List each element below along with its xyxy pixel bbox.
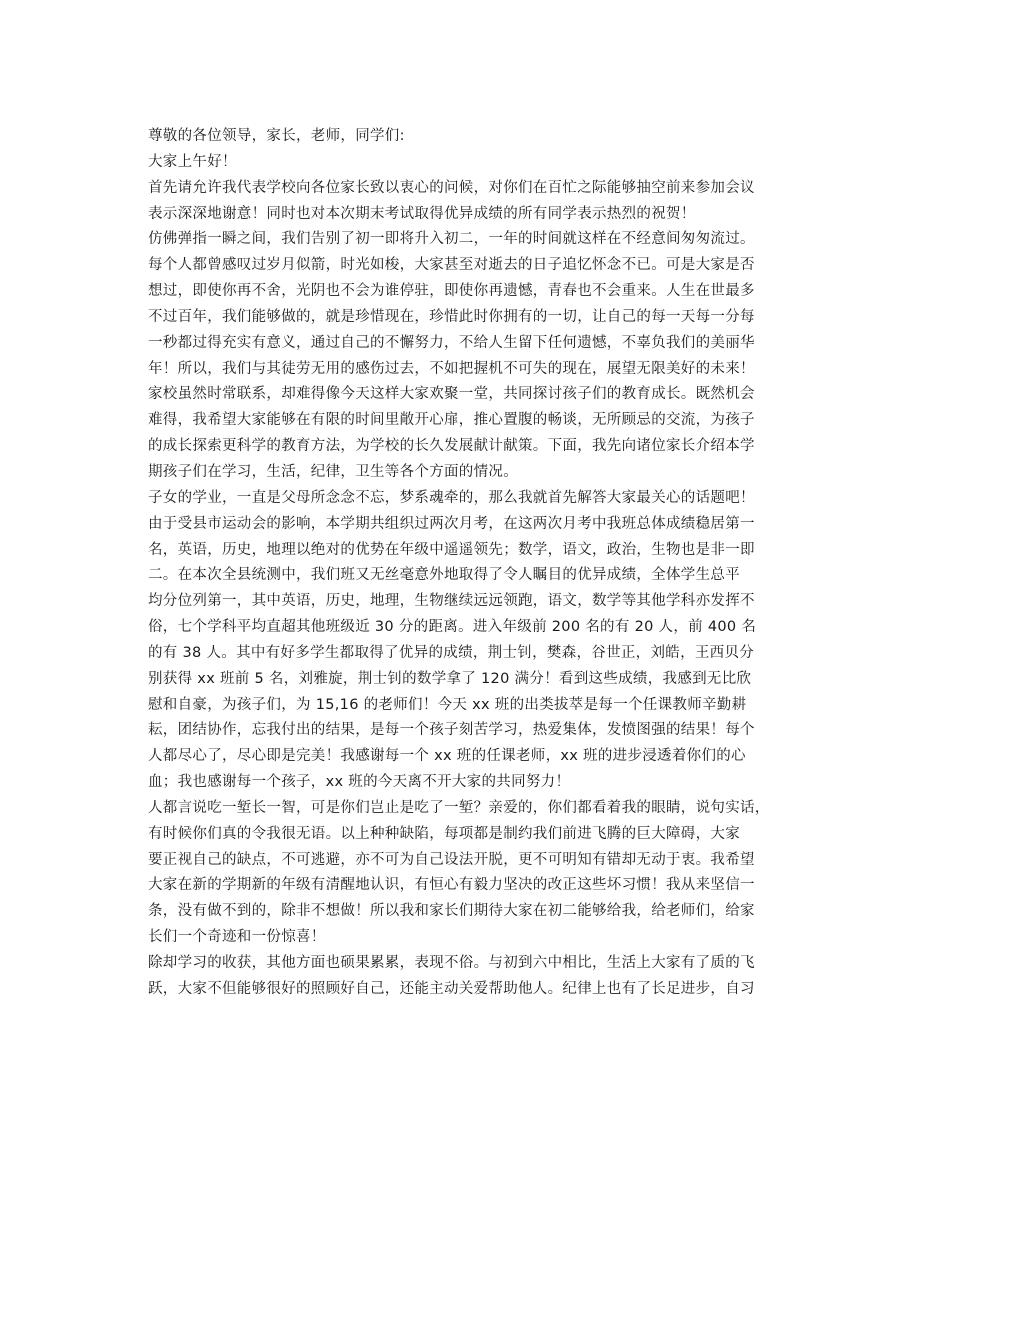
- text-line: 名，英语，历史，地理以绝对的优势在年级中遥遥领先；数学，语文，政治，生物也是非一即: [148, 541, 755, 558]
- text-line: 耘，团结协作，忘我付出的结果，是每一个孩子刻苦学习，热爱集体，发愤图强的结果！每个: [148, 722, 755, 739]
- text-line: 的有 38 人。其中有好多学生都取得了优异的成绩，荆士钊，樊森，谷世正，刘皓，王西贝分: [148, 644, 755, 661]
- text-line: 人都尽心了，尽心即是完美！我感谢每一个 xx 班的任课老师，xx 班的进步浸透着你们的心: [148, 748, 746, 765]
- text-line: 跃，大家不但能够很好的照顾好自己，还能主动关爱帮助他人。纪律上也有了长足进步，自习: [148, 980, 755, 997]
- text-line: 每个人都曾感叹过岁月似箭，时光如梭，大家甚至对逝去的日子追忆怀念不已。可是大家是否: [148, 257, 755, 274]
- text-line: 除却学习的收获，其他方面也硕果累累，表现不俗。与初到六中相比，生活上大家有了质的飞: [148, 955, 755, 971]
- speech-text: [148, 124, 808, 1003]
- text-line: 慰和自豪，为孩子们，为 15,16 的老师们！今天 xx 班的出类拔萃是每一个任课教师辛勤耕: [148, 696, 747, 713]
- text-line: 首先请允许我代表学校向各位家长致以衷心的问候，对你们在百忙之际能够抽空前来参加会议: [148, 179, 755, 196]
- text-line: 由于受县市运动会的影响，本学期共组织过两次月考，在这两次月考中我班总体成绩稳居第一: [148, 515, 755, 532]
- text-line: 尊敬的各位领导，家长，老师，同学们:: [148, 128, 405, 144]
- text-line: 血；我也感谢每一个孩子，xx 班的今天离不开大家的共同努力！: [148, 774, 571, 791]
- text-line: 俗，七个学科平均直超其他班级近 30 分的距离。进入年级前 200 名的有 20 人，前 400 名: [148, 619, 757, 636]
- text-line: 一秒都过得充实有意义，通过自己的不懈努力，不给人生留下任何遗憾，不辜负我们的美丽华: [148, 334, 755, 351]
- text-line: 条，没有做不到的，除非不想做！所以我和家长们期待大家在初二能够给我，给老师们，给家: [148, 903, 755, 920]
- text-line: 想过，即使你再不舍，光阴也不会为谁停驻，即使你再遗憾，青春也不会重来。人生在世最多: [148, 283, 755, 300]
- text-line: 子女的学业，一直是父母所念念不忘，梦系魂牵的，那么我就首先解答大家最关心的话题吧！: [148, 489, 755, 506]
- text-line: 要正视自己的缺点，不可逃避，亦不可为自己设法开脱，更不可明知有错却无动于衷。我希望: [148, 851, 755, 868]
- text-line: 不过百年，我们能够做的，就是珍惜现在，珍惜此时你拥有的一切，让自己的每一天每一分每: [148, 308, 755, 325]
- text-line: 长们一个奇迹和一份惊喜！: [148, 929, 326, 946]
- text-line: 表示深深地谢意！同时也对本次期末考试取得优异成绩的所有同学表示热烈的祝贺！: [148, 205, 696, 222]
- text-line: 期孩子们在学习，生活，纪律，卫生等各个方面的情况。: [148, 463, 518, 480]
- text-line: 别获得 xx 班前 5 名，刘雅旋，荆士钊的数学拿了 120 满分！看到这些成绩，我感到无比欣: [148, 670, 752, 687]
- text-line: 大家在新的学期新的年级有清醒地认识，有恒心有毅力坚决的改正这些坏习惯！我从来坚信一: [148, 877, 755, 894]
- text-line: 均分位列第一，其中英语，历史，地理，生物继续远远领跑，语文，数学等其他学科亦发挥不: [148, 593, 755, 610]
- text-line: 人都言说吃一堑长一智，可是你们岂止是吃了一堑？亲爱的，你们都看着我的眼睛，说句实话，: [148, 799, 770, 816]
- text-line: 家校虽然时常联系，却难得像今天这样大家欢聚一堂，共同探讨孩子们的教育成长。既然机会: [148, 386, 755, 403]
- text-line: 二。在本次全县统测中，我们班又无丝毫意外地取得了令人瞩目的优异成绩，全体学生总平: [148, 567, 740, 584]
- text-line: 的成长探索更科学的教育方法，为学校的长久发展献计献策。下面，我先向诸位家长介绍本学: [148, 438, 755, 455]
- text-line: 有时候你们真的令我很无语。以上种种缺陷，每项都是制约我们前进飞腾的巨大障碍，大家: [148, 825, 740, 842]
- text-line: 仿佛弹指一瞬之间，我们告别了初一即将升入初二，一年的时间就这样在不经意间匆匆流过。: [148, 231, 755, 248]
- text-line: 年！所以，我们与其徒劳无用的感伤过去，不如把握机不可失的现在，展望无限美好的未来！: [148, 360, 755, 377]
- text-line: 难得，我希望大家能够在有限的时间里敞开心扉，推心置腹的畅谈，无所顾忌的交流，为孩子: [148, 412, 755, 429]
- text-line: 大家上午好！: [148, 153, 237, 170]
